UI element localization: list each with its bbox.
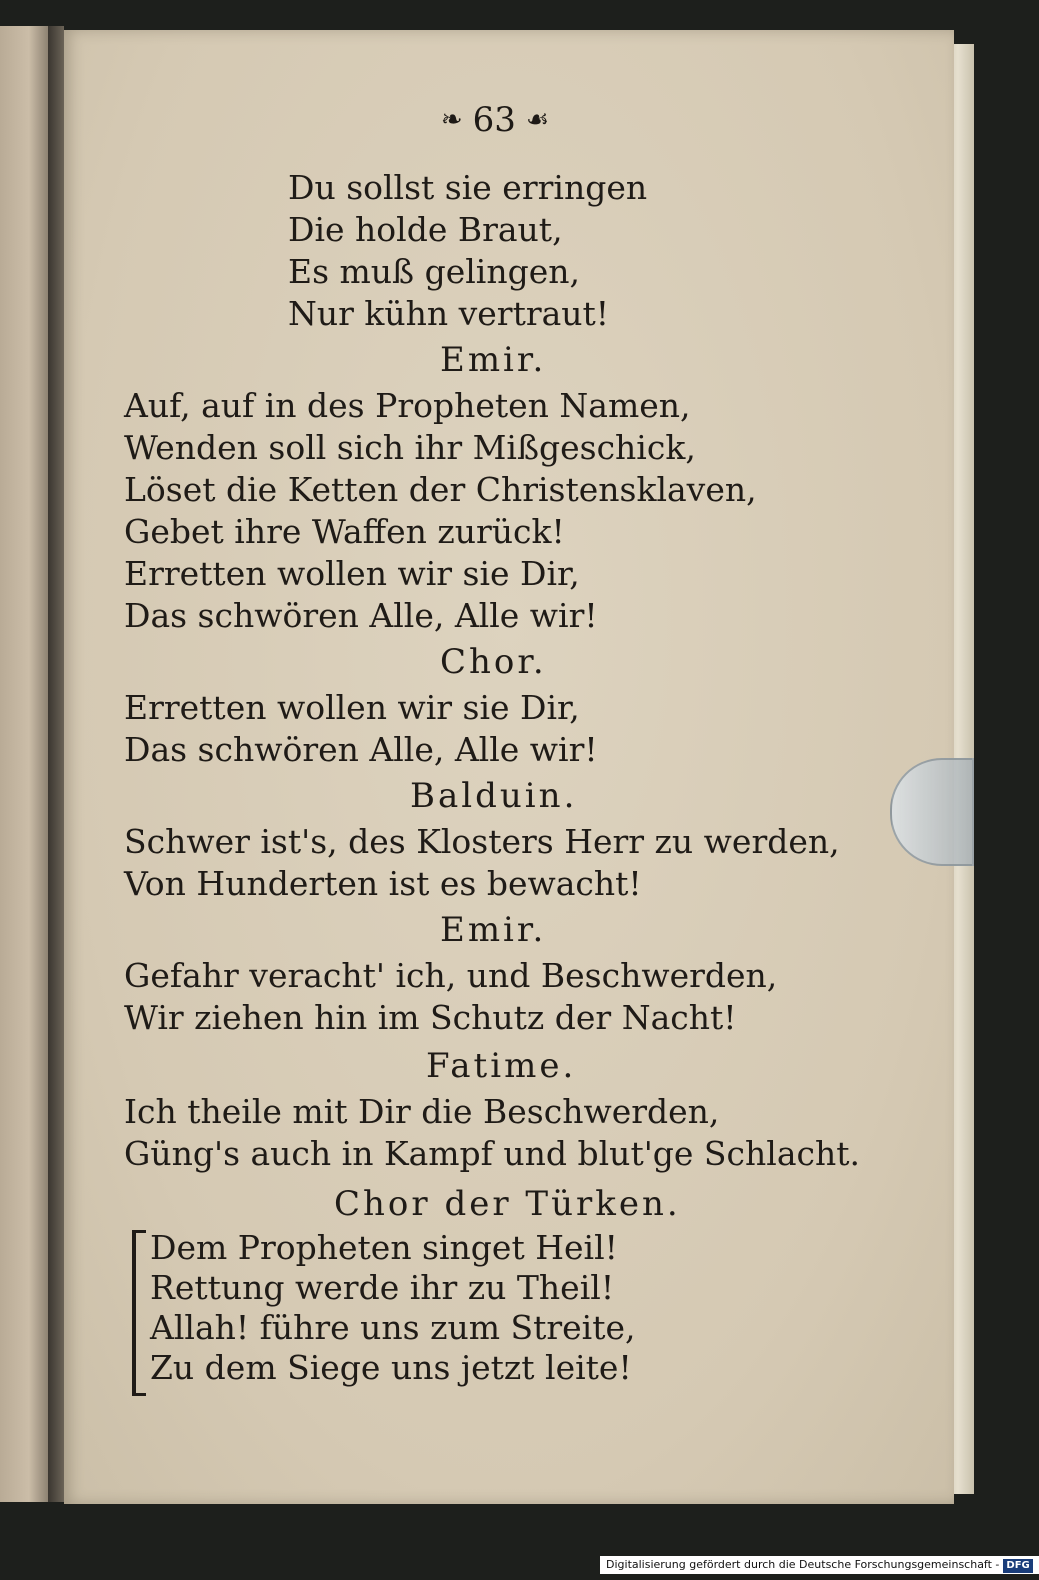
verse-line: Zu dem Siege uns jetzt leite!	[150, 1348, 632, 1387]
verse-line: Auf, auf in des Propheten Namen,	[124, 386, 691, 425]
verse-line: Wenden soll sich ihr Mißgeschick,	[124, 428, 696, 467]
digitization-credit	[600, 1556, 1039, 1574]
verse-line: Löset die Ketten der Christensklaven,	[124, 470, 757, 509]
verse-line: Güng's auch in Kampf und blut'ge Schlacht.	[124, 1134, 860, 1173]
verse-line: Das schwören Alle, Alle wir!	[124, 596, 598, 635]
page-header	[405, 98, 585, 142]
book-gutter	[48, 26, 64, 1502]
credit-text: Digitalisierung gefördert durch die Deutsche Forschungsgemeinschaft -	[606, 1558, 1000, 1571]
verse-line: Erretten wollen wir sie Dir,	[124, 554, 580, 593]
verse-line: Dem Propheten singet Heil!	[150, 1228, 618, 1267]
chorus-brace	[132, 1230, 146, 1396]
verse-line: Allah! führe uns zum Streite,	[150, 1308, 636, 1347]
speaker-heading: Emir.	[440, 340, 547, 380]
verse-line: Erretten wollen wir sie Dir,	[124, 688, 580, 727]
speaker-heading: Emir.	[440, 910, 547, 950]
verse-line: Die holde Braut,	[288, 210, 563, 249]
speaker-heading: Fatime.	[426, 1046, 577, 1086]
verse-line: Wir ziehen hin im Schutz der Nacht!	[124, 998, 737, 1037]
verse-line: Das schwören Alle, Alle wir!	[124, 730, 598, 769]
verse-line: Es muß gelingen,	[288, 252, 581, 291]
verse-line: Gebet ihre Waffen zurück!	[124, 512, 565, 551]
verse-line: Von Hunderten ist es bewacht!	[124, 864, 642, 903]
speaker-heading: Chor der Türken.	[334, 1184, 681, 1224]
speaker-heading: Chor.	[440, 642, 547, 682]
ornament-left-icon: ❧	[440, 105, 463, 135]
verse-line: Ich theile mit Dir die Beschwerden,	[124, 1092, 720, 1131]
verse-line: Nur kühn vertraut!	[288, 294, 610, 333]
dfg-logo: DFG	[1003, 1559, 1032, 1573]
verse-line: Gefahr veracht' ich, und Beschwerden,	[124, 956, 778, 995]
ornament-right-icon: ☙	[525, 105, 550, 135]
speaker-heading: Balduin.	[410, 776, 578, 816]
verse-line: Schwer ist's, des Klosters Herr zu werden,	[124, 822, 840, 861]
page-number: 63	[472, 100, 516, 140]
verse-line: Rettung werde ihr zu Theil!	[150, 1268, 615, 1307]
verse-line: Du sollst sie erringen	[288, 168, 648, 207]
facing-page-edge	[0, 26, 48, 1502]
